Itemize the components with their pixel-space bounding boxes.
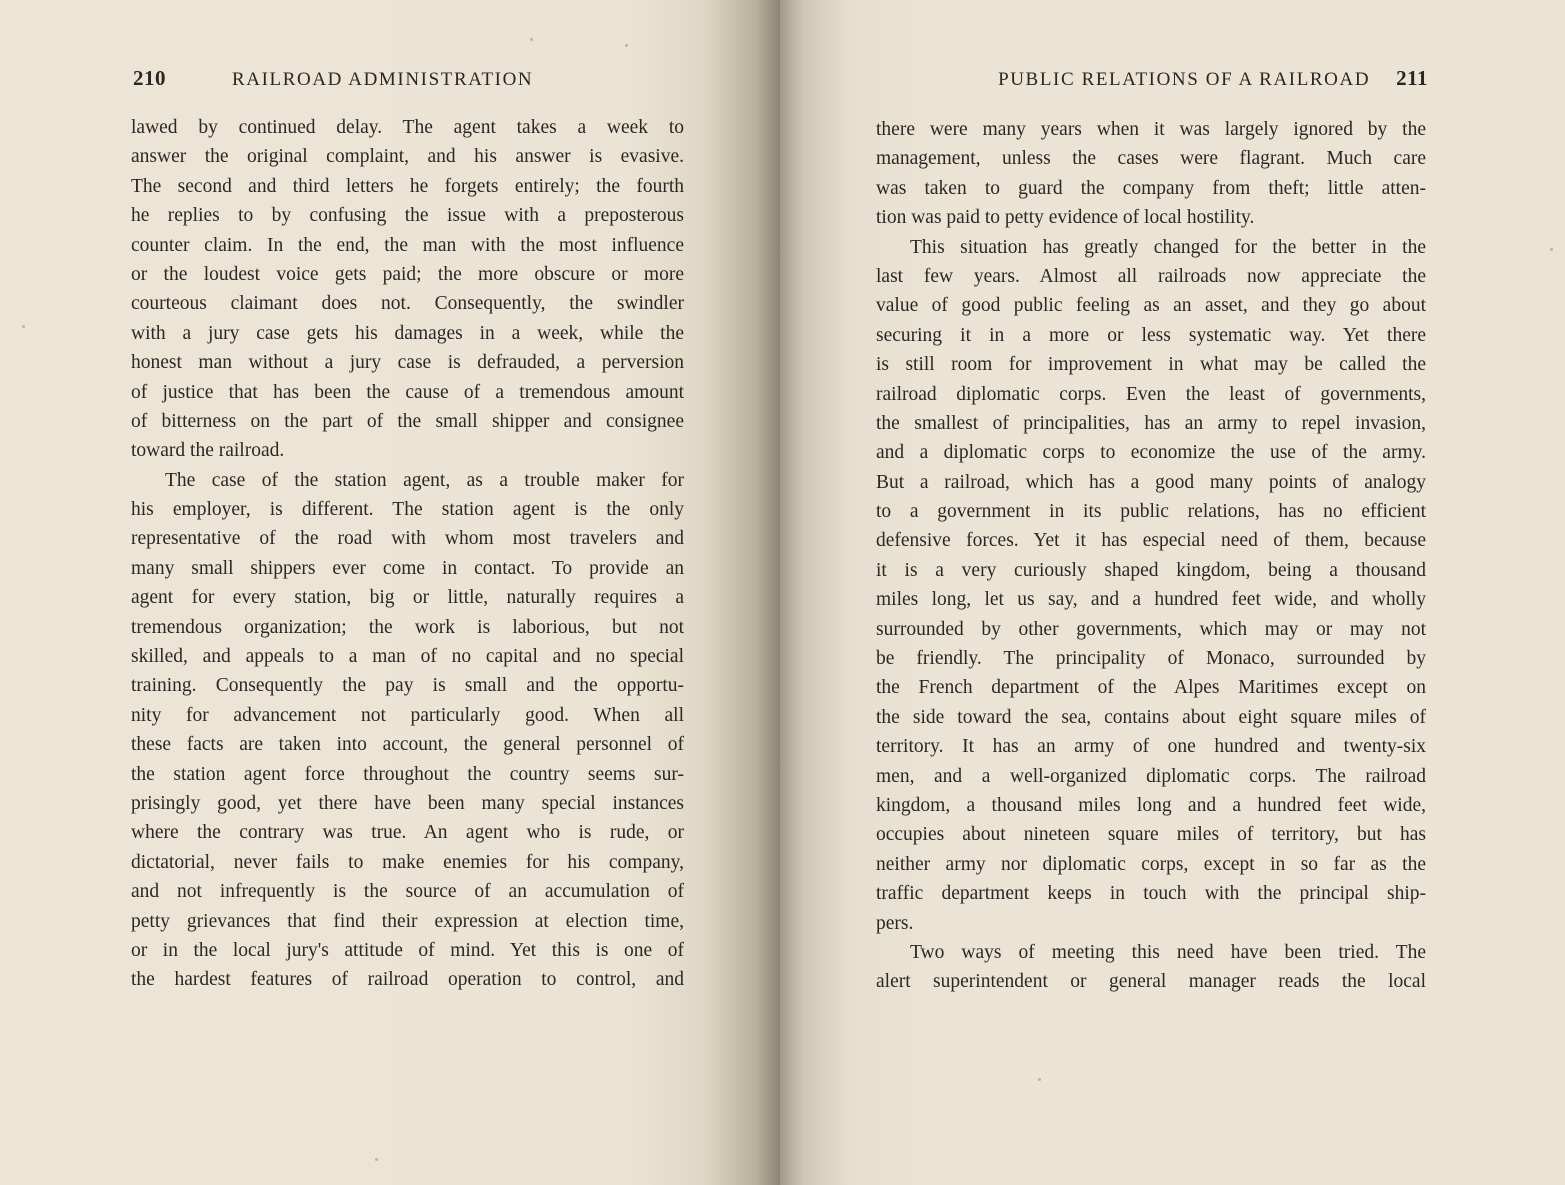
text-line: petty grievances that find their expression at election time,	[131, 910, 684, 932]
left-running-head-title: RAILROAD ADMINISTRATION	[232, 69, 534, 90]
paper-speck	[530, 38, 533, 41]
text-line: prisingly good, yet there have been many special instances	[131, 792, 684, 814]
right-running-head	[935, 66, 1428, 96]
text-line: But a railroad, which has a good many points of analogy	[876, 471, 1426, 493]
right-running-head-title: PUBLIC RELATIONS OF A RAILROAD	[998, 69, 1371, 90]
right-page-number: 211	[1396, 66, 1428, 90]
text-line: be friendly. The principality of Monaco, surrounded by	[876, 648, 1426, 670]
text-line: the smallest of principalities, has an army to repel invasion,	[876, 412, 1426, 434]
text-line: occupies about nineteen square miles of territory, but has	[876, 824, 1426, 846]
text-line: pers.	[876, 912, 914, 934]
text-line: This situation has greatly changed for the better in the	[910, 236, 1426, 258]
text-line: honest man without a jury case is defrauded, a perversion	[131, 352, 684, 374]
text-line: the side toward the sea, contains about eight square miles of	[876, 706, 1426, 728]
text-line: and a diplomatic corps to economize the use of the army.	[876, 442, 1426, 464]
text-line: and not infrequently is the source of an accumulation of	[131, 881, 684, 903]
text-line: skilled, and appeals to a man of no capital and no special	[131, 646, 684, 668]
text-line: many small shippers ever come in contact. To provide an	[131, 557, 684, 579]
left-page-number: 210	[133, 66, 166, 90]
text-line: the station agent force throughout the country seems sur-	[131, 763, 684, 785]
text-line: neither army nor diplomatic corps, except in so far as the	[876, 853, 1426, 875]
text-line: his employer, is different. The station agent is the only	[131, 499, 684, 521]
text-line: training. Consequently the pay is small and the opportu-	[131, 675, 684, 697]
text-line: dictatorial, never fails to make enemies for his company,	[131, 851, 684, 873]
text-line: tremendous organization; the work is laborious, but not	[131, 616, 684, 638]
text-line: The case of the station agent, as a trouble maker for	[165, 469, 684, 491]
text-line: management, unless the cases were flagrant. Much care	[876, 148, 1426, 170]
text-line: The second and third letters he forgets entirely; the fourth	[131, 175, 684, 197]
text-line: or the loudest voice gets paid; the more obscure or more	[131, 263, 684, 285]
text-line: was taken to guard the company from theft; little atten-	[876, 177, 1426, 199]
text-line: agent for every station, big or little, naturally requires a	[131, 587, 684, 609]
text-line: with a jury case gets his damages in a week, while the	[131, 322, 684, 344]
text-line: of justice that has been the cause of a tremendous amount	[131, 381, 684, 403]
text-line: traffic department keeps in touch with the principal ship-	[876, 883, 1426, 905]
text-line: nity for advancement not particularly good. When all	[131, 704, 684, 726]
paper-speck	[625, 44, 628, 47]
left-running-head	[133, 66, 683, 96]
text-line: representative of the road with whom most travelers and	[131, 528, 684, 550]
text-line: men, and a well-organized diplomatic corps. The railroad	[876, 765, 1426, 787]
text-line: Two ways of meeting this need have been tried. The	[910, 941, 1426, 963]
paper-speck	[1550, 248, 1553, 251]
text-line: value of good public feeling as an asset, and they go about	[876, 295, 1426, 317]
text-line: courteous claimant does not. Consequently, the swindler	[131, 293, 684, 315]
paper-speck	[22, 325, 25, 328]
text-line: he replies to by confusing the issue with a preposterous	[131, 205, 684, 227]
text-line: answer the original complaint, and his answer is evasive.	[131, 146, 684, 168]
text-line: where the contrary was true. An agent who is rude, or	[131, 822, 684, 844]
text-line: miles long, let us say, and a hundred feet wide, and wholly	[876, 589, 1426, 611]
text-line: territory. It has an army of one hundred and twenty-six	[876, 736, 1426, 758]
right-page	[780, 0, 1565, 1185]
text-line: is still room for improvement in what may be called the	[876, 354, 1426, 376]
right-body-text	[876, 115, 1426, 997]
text-line: securing it in a more or less systematic way. Yet there	[876, 324, 1426, 346]
text-line: of bitterness on the part of the small shipper and consignee	[131, 410, 684, 432]
text-line: tion was paid to petty evidence of local hostility.	[876, 207, 1255, 229]
text-line: defensive forces. Yet it has especial need of them, because	[876, 530, 1426, 552]
text-line: counter claim. In the end, the man with the most influence	[131, 234, 684, 256]
paper-speck	[375, 1158, 378, 1161]
text-line: to a government in its public relations, has no efficient	[876, 501, 1426, 523]
paper-speck	[1038, 1078, 1041, 1081]
text-line: surrounded by other governments, which may or may not	[876, 618, 1426, 640]
text-line: the hardest features of railroad operation to control, and	[131, 969, 684, 991]
text-line: it is a very curiously shaped kingdom, being a thousand	[876, 559, 1426, 581]
text-line: these facts are taken into account, the general personnel of	[131, 734, 684, 756]
text-line: there were many years when it was largely ignored by the	[876, 119, 1426, 140]
text-line: lawed by continued delay. The agent takes a week to	[131, 117, 684, 138]
left-body-text	[131, 113, 684, 995]
text-line: kingdom, a thousand miles long and a hundred feet wide,	[876, 794, 1426, 816]
text-line: alert superintendent or general manager reads the local	[876, 971, 1426, 993]
text-line: railroad diplomatic corps. Even the least of governments,	[876, 383, 1426, 405]
text-line: toward the railroad.	[131, 440, 285, 462]
text-line: or in the local jury's attitude of mind. Yet this is one of	[131, 939, 684, 961]
text-line: last few years. Almost all railroads now appreciate the	[876, 265, 1426, 287]
text-line: the French department of the Alpes Maritimes except on	[876, 677, 1426, 699]
left-page	[0, 0, 780, 1185]
